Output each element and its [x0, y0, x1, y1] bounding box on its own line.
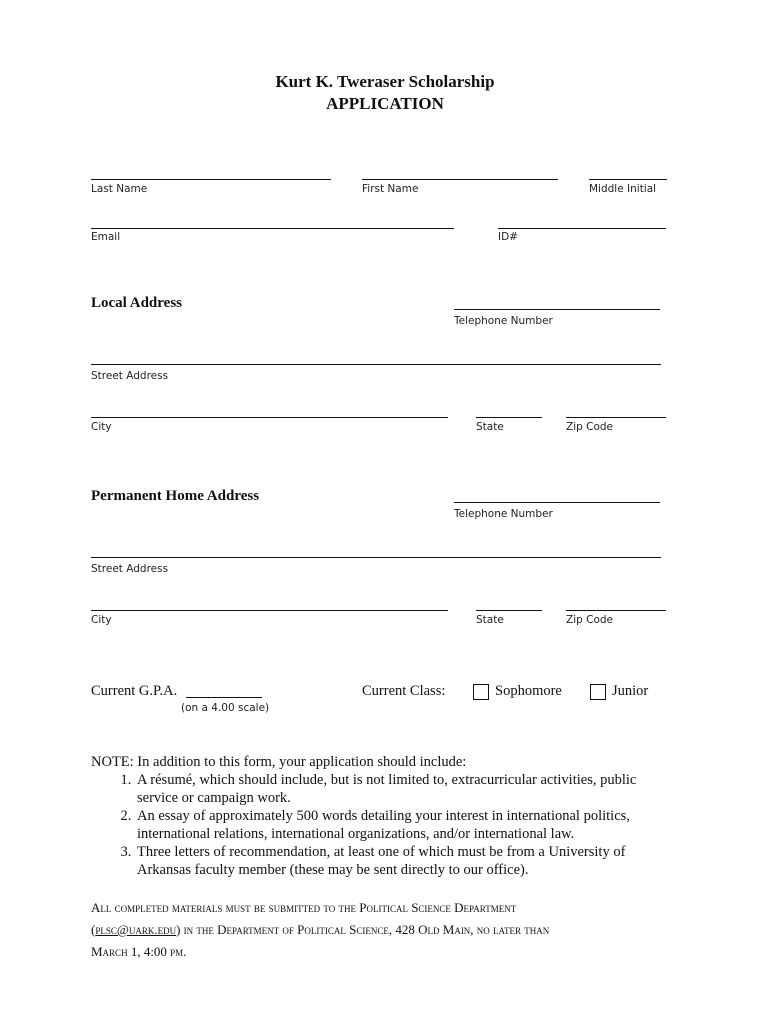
current-class-label: Current Class:	[362, 683, 446, 699]
department-email-link[interactable]: plsc@uark.edu	[95, 922, 177, 937]
first-name-field[interactable]	[362, 179, 558, 180]
submission-instructions	[91, 897, 691, 963]
junior-label: Junior	[612, 683, 649, 699]
submission-deadline: March 1, 4:00 pm.	[91, 944, 187, 959]
local-telephone-label: Telephone Number	[454, 315, 553, 327]
permanent-street-field[interactable]	[91, 557, 661, 558]
local-state-field[interactable]	[476, 417, 542, 418]
permanent-city-field[interactable]	[91, 610, 448, 611]
permanent-address-heading: Permanent Home Address	[91, 488, 260, 504]
local-street-label: Street Address	[91, 370, 169, 382]
sophomore-label: Sophomore	[495, 683, 562, 699]
gpa-field[interactable]	[186, 697, 262, 698]
requirements-list	[91, 771, 711, 879]
email-label: Email	[91, 231, 121, 243]
submission-line-2: (plsc@uark.edu) in the Department of Political Science, 428 Old Main, no later than	[91, 922, 550, 937]
last-name-label: Last Name	[91, 183, 148, 195]
local-zip-field[interactable]	[566, 417, 666, 418]
gpa-label: Current G.P.A.	[91, 683, 178, 699]
form-title: Kurt K. Tweraser Scholarship	[275, 72, 495, 91]
last-name-field[interactable]	[91, 179, 331, 180]
middle-initial-field[interactable]	[589, 179, 667, 180]
id-label: ID#	[498, 231, 518, 243]
sophomore-checkbox[interactable]	[473, 684, 489, 700]
local-city-field[interactable]	[91, 417, 448, 418]
permanent-city-label: City	[91, 614, 112, 626]
gpa-scale-note: (on a 4.00 scale)	[181, 702, 270, 714]
junior-checkbox[interactable]	[590, 684, 606, 700]
permanent-state-field[interactable]	[476, 610, 542, 611]
requirement-item: 2. An essay of approximately 500 words detailing your interest in international politics, international relations, international organizations, and/or international law.	[135, 807, 697, 843]
requirement-item: 3. Three letters of recommendation, at least one of which must be from a University of Arkansas faculty member (these may be sent directly to our office).	[135, 843, 672, 879]
id-field[interactable]	[498, 228, 666, 229]
first-name-label: First Name	[362, 183, 419, 195]
note-intro: NOTE: In addition to this form, your application should include:	[91, 754, 467, 770]
local-address-heading: Local Address	[91, 295, 182, 311]
local-zip-label: Zip Code	[566, 421, 613, 433]
permanent-state-label: State	[476, 614, 504, 626]
permanent-zip-field[interactable]	[566, 610, 666, 611]
local-city-label: City	[91, 421, 112, 433]
permanent-telephone-field[interactable]	[454, 502, 660, 503]
note-block	[91, 753, 711, 879]
local-telephone-field[interactable]	[454, 309, 660, 310]
requirement-item: 1. A résumé, which should include, but is not limited to, extracurricular activities, public service or campaign work.	[135, 771, 672, 807]
local-street-field[interactable]	[91, 364, 661, 365]
permanent-street-label: Street Address	[91, 563, 169, 575]
email-field[interactable]	[91, 228, 454, 229]
permanent-zip-label: Zip Code	[566, 614, 613, 626]
middle-initial-label: Middle Initial	[589, 183, 657, 195]
local-state-label: State	[476, 421, 504, 433]
submission-line-1: All completed materials must be submitted to the Political Science Department	[91, 900, 517, 915]
form-subtitle: APPLICATION	[326, 94, 444, 113]
permanent-telephone-label: Telephone Number	[454, 508, 553, 520]
